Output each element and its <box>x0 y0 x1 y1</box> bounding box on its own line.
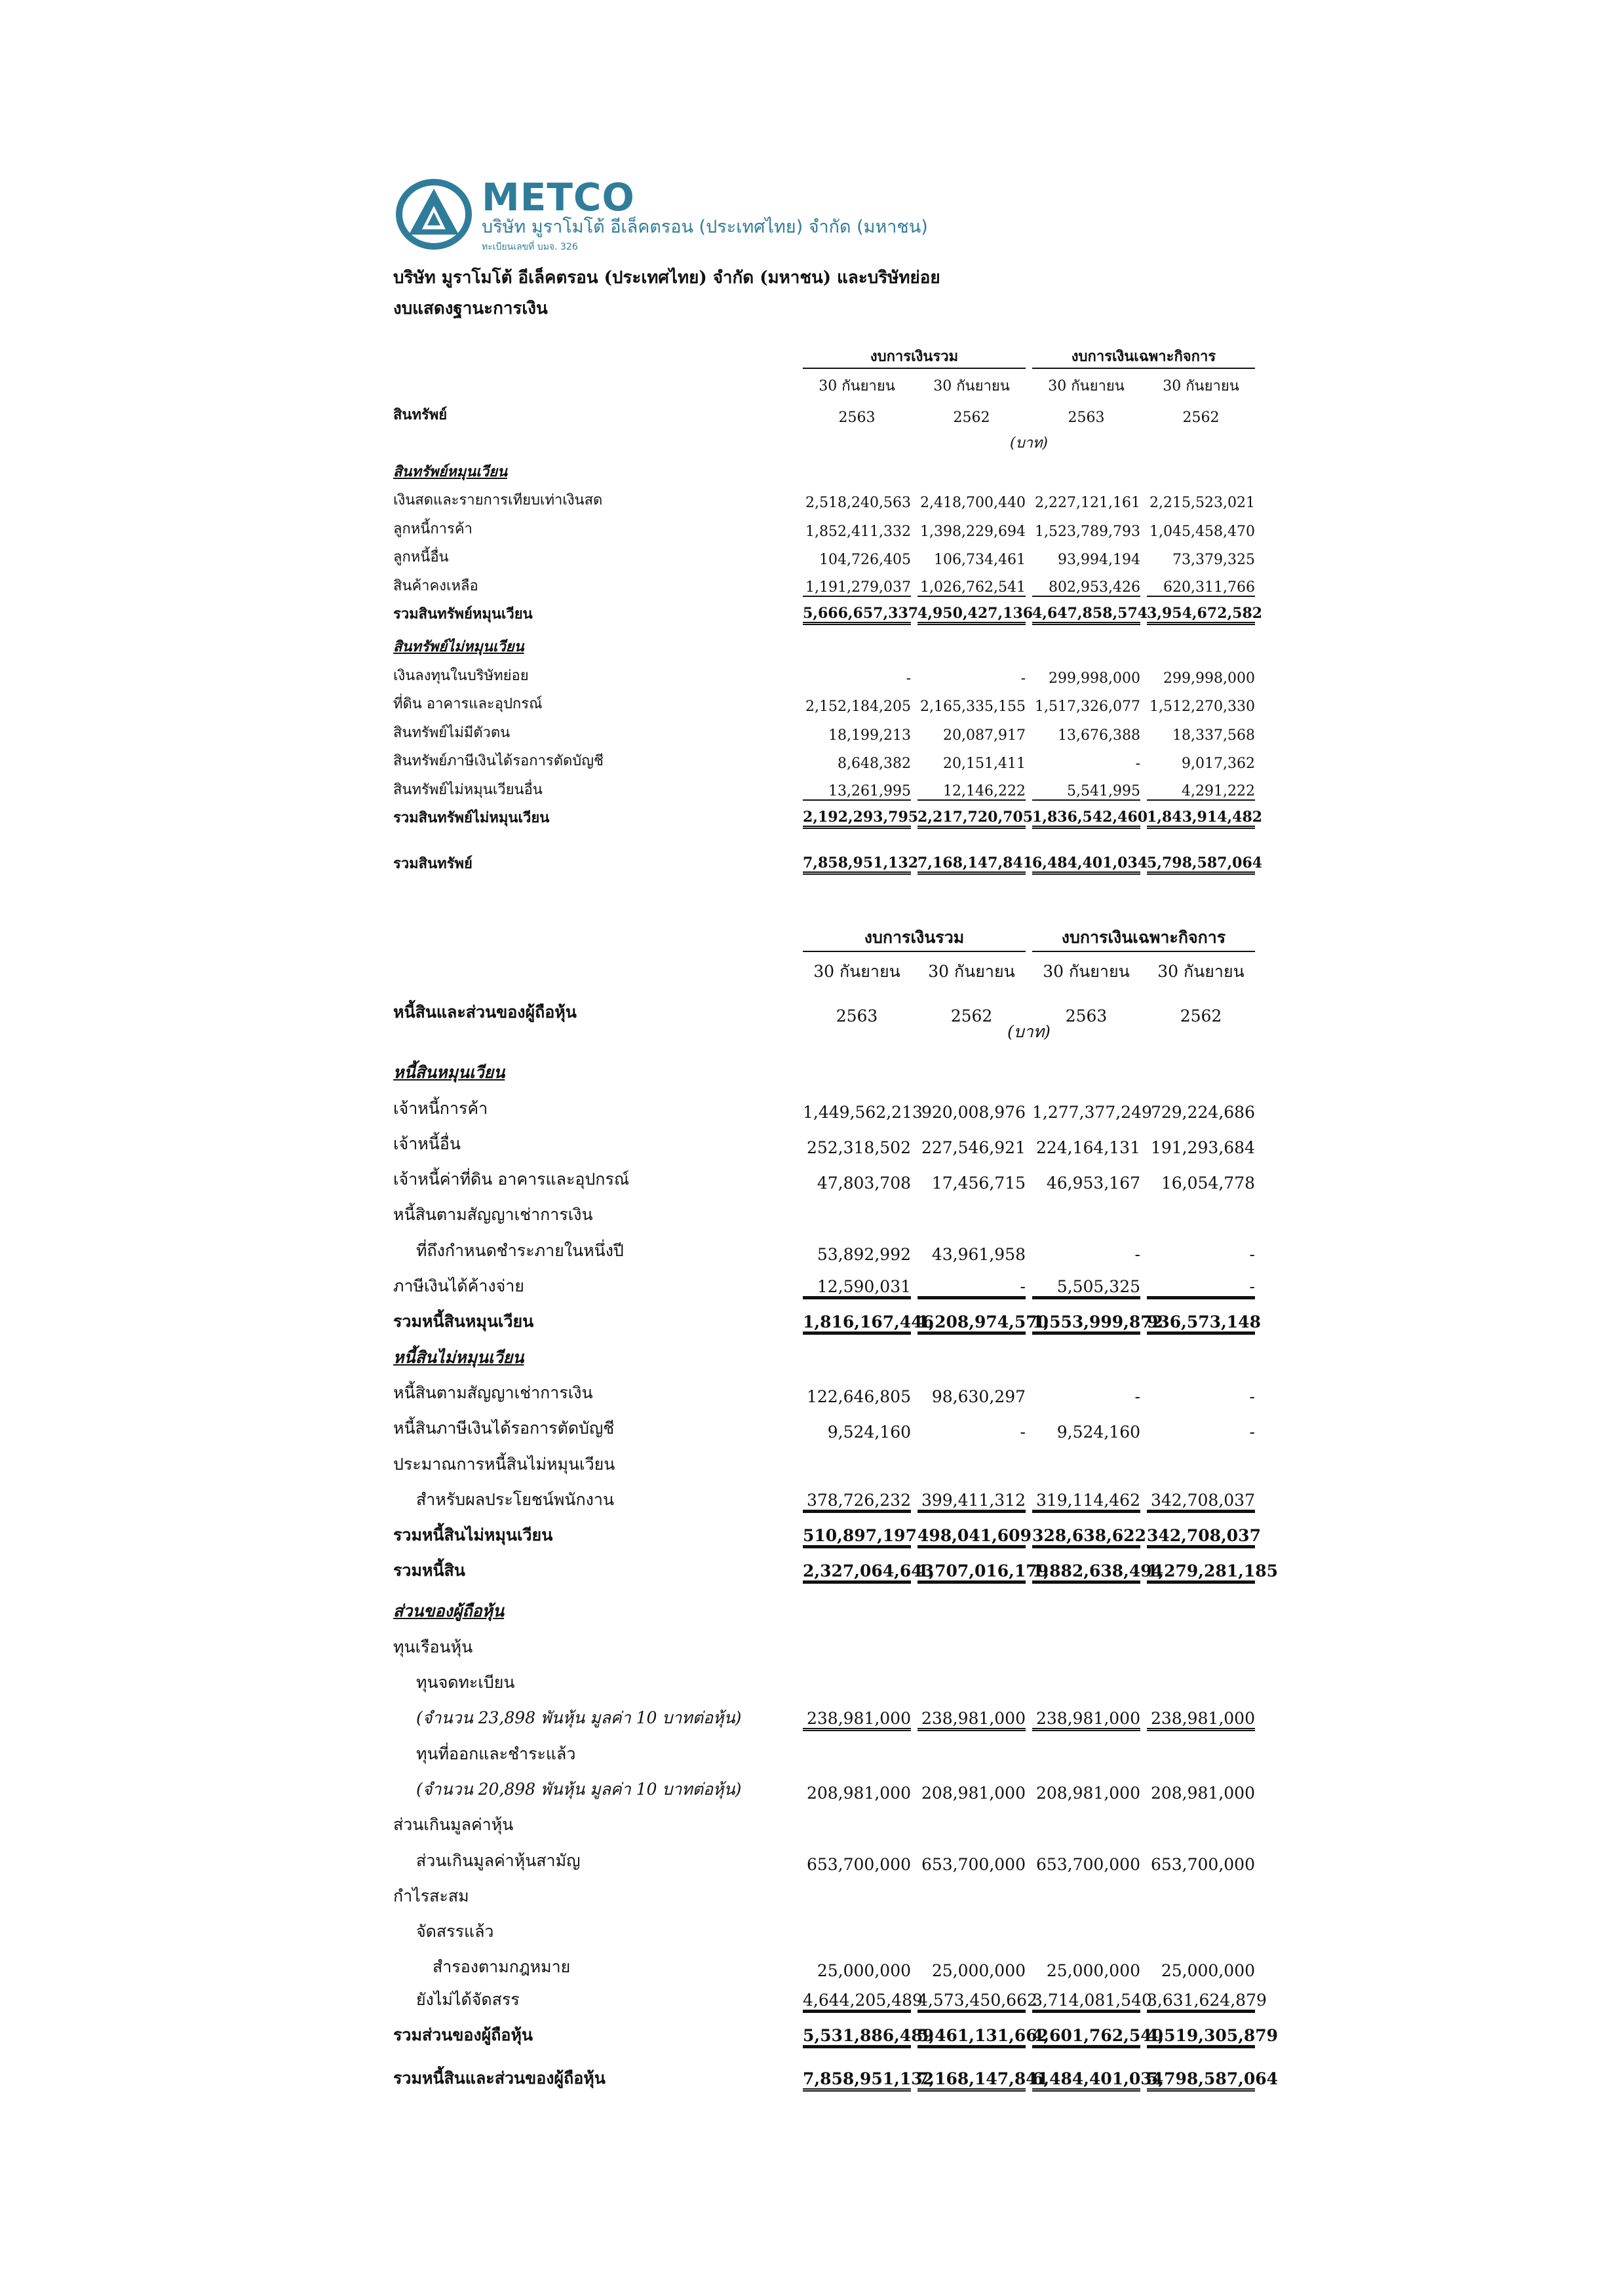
cell: 1,449,562,213 <box>803 1102 923 1122</box>
date-header: 30 กันยายน <box>1048 378 1125 394</box>
row-label: หนี้สินตามสัญญาเช่าการเงิน <box>393 1383 593 1402</box>
consolidated-header: งบการเงินรวม <box>803 925 1026 952</box>
cell: 47,803,708 <box>817 1174 911 1193</box>
cell: 1,045,458,470 <box>1149 523 1255 540</box>
cell: 122,646,805 <box>806 1387 911 1406</box>
cell: 25,000,000 <box>931 1961 1026 1981</box>
table-row <box>393 1700 1265 1735</box>
table-row <box>393 1196 1265 1232</box>
cell: 43,961,958 <box>931 1244 1026 1264</box>
header-group-row <box>393 344 1265 373</box>
row-label: (จำนวน 23,898 พันหุ้น มูลค่า 10 บาทต่อหุ้น) <box>416 1708 742 1728</box>
section-title-row <box>393 1049 1265 1090</box>
row-label: สินทรัพย์ภาษีเงินได้รอการตัดบัญชี <box>393 753 604 769</box>
cell: 106,734,461 <box>934 552 1026 568</box>
cell: 104,726,405 <box>819 552 911 568</box>
cell: 1,843,914,482 <box>1147 809 1255 829</box>
year-header: 2563 <box>838 409 876 426</box>
cell: 653,700,000 <box>921 1854 1026 1874</box>
cell: 25,000,000 <box>817 1961 911 1981</box>
assets-table <box>393 344 1265 879</box>
header-date-row <box>393 373 1265 402</box>
section-title-row <box>393 1588 1265 1628</box>
table-row <box>393 1842 1265 1877</box>
cell: 7,858,951,132 <box>803 854 911 875</box>
cell: 252,318,502 <box>806 1138 911 1157</box>
cell: 53,892,992 <box>817 1244 911 1264</box>
liabilities-title: หนี้สินและส่วนของผู้ถือหุ้น <box>393 1003 577 1022</box>
date-header: 30 กันยายน <box>1157 962 1245 982</box>
cell: - <box>1249 1387 1255 1406</box>
company-title: บริษัท มูราโมโต้ อีเล็คตรอน (ประเทศไทย) จำกัด (มหาชน) และบริษัทย่อย <box>393 268 940 288</box>
cell: 9,524,160 <box>1056 1423 1140 1442</box>
cell: 2,418,700,440 <box>920 495 1026 511</box>
year-header: 2563 <box>1065 1006 1108 1026</box>
cell: 208,981,000 <box>1150 1783 1255 1803</box>
logo-registration: ทะเบียนเลขที่ บมจ. 326 <box>482 242 578 252</box>
cell: 208,981,000 <box>806 1783 911 1803</box>
cell: - <box>1020 1423 1026 1442</box>
row-label: รวมสินทรัพย์ <box>393 855 473 872</box>
current-assets-title: สินทรัพย์หมุนเวียน <box>393 463 508 480</box>
row-label: รวมส่วนของผู้ถือหุ้น <box>393 2025 533 2045</box>
table-row <box>393 1161 1265 1196</box>
row-label: จัดสรรแล้ว <box>416 1922 494 1942</box>
cell: 4,601,762,540 <box>1032 2026 1140 2048</box>
total-row <box>393 1552 1279 1588</box>
cell: 1,707,016,179 <box>917 1561 1026 1584</box>
cell: 1,398,229,694 <box>920 523 1026 540</box>
row-label: สินค้าคงเหลือ <box>393 577 478 594</box>
row-label: รวมหนี้สิน <box>393 1561 465 1580</box>
row-label: รวมหนี้สินไม่หมุนเวียน <box>393 1525 553 1545</box>
cell: 1,517,326,077 <box>1035 698 1140 715</box>
cell: 8,648,382 <box>838 756 911 772</box>
unit-label: (บาท) <box>1010 435 1048 451</box>
row-label: ยังไม่ได้จัดสรร <box>416 1990 520 2010</box>
consolidated-header: งบการเงินรวม <box>803 345 1026 369</box>
cell: 238,981,000 <box>1147 1709 1255 1731</box>
cell: 1,026,762,541 <box>917 579 1026 597</box>
cell: 4,573,450,662 <box>917 1991 1026 2013</box>
table-row <box>393 662 1265 691</box>
section-title-row <box>393 629 1265 662</box>
row-label: สินทรัพย์ไม่หมุนเวียนอื่น <box>393 781 543 798</box>
total-row <box>393 805 1265 833</box>
cell: 2,227,121,161 <box>1035 495 1140 511</box>
current-liabilities-title: หนี้สินหมุนเวียน <box>393 1063 505 1082</box>
cell: 1,852,411,332 <box>805 523 911 540</box>
cell: 1,836,542,460 <box>1032 809 1140 829</box>
cell: 13,676,388 <box>1058 727 1140 744</box>
total-row <box>393 601 1265 630</box>
table-row <box>393 1232 1265 1267</box>
year-header: 2563 <box>836 1006 878 1026</box>
row-label: รวมหนี้สินหมุนเวียน <box>393 1312 534 1331</box>
cell: 342,708,037 <box>1147 1526 1255 1548</box>
cell: 653,700,000 <box>1150 1854 1255 1874</box>
total-row <box>393 1517 1265 1552</box>
cell: 328,638,622 <box>1032 1526 1140 1548</box>
cell: - <box>917 1277 1026 1299</box>
year-header: 2562 <box>953 409 990 426</box>
cell: 2,217,720,705 <box>917 809 1026 829</box>
table-row <box>393 776 1265 805</box>
cell: 17,456,715 <box>931 1174 1026 1193</box>
cell: 16,054,778 <box>1161 1174 1255 1193</box>
cell: 227,546,921 <box>921 1138 1026 1157</box>
cell: 342,708,037 <box>1147 1491 1255 1513</box>
row-label: (จำนวน 20,898 พันหุ้น มูลค่า 10 บาทต่อหุ้น) <box>416 1779 742 1799</box>
cell: 1,553,999,872 <box>1032 1312 1140 1335</box>
cell: 208,981,000 <box>1035 1783 1140 1803</box>
cell: 729,224,686 <box>1150 1102 1255 1122</box>
row-label: สินทรัพย์ไม่มีตัวตน <box>393 724 511 741</box>
year-header: 2562 <box>950 1006 993 1026</box>
year-header: 2562 <box>1180 1006 1222 1026</box>
cell: - <box>906 670 911 687</box>
cell: - <box>1134 1387 1140 1406</box>
unit-row <box>393 430 1265 459</box>
cell: 6,484,401,034 <box>1032 2069 1140 2092</box>
row-label: เจ้าหนี้การค้า <box>393 1098 488 1118</box>
cell: 4,647,858,574 <box>1032 605 1140 625</box>
table-row <box>393 748 1265 776</box>
row-label: สำรองตามกฎหมาย <box>433 1957 571 1977</box>
cell: 5,666,657,337 <box>803 605 911 625</box>
grand-total-row <box>393 833 1265 879</box>
cell: 2,327,064,643 <box>803 1561 911 1584</box>
table-row <box>393 1375 1265 1410</box>
cell: 299,998,000 <box>1163 670 1255 687</box>
table-row <box>393 1482 1265 1517</box>
row-label: กำไรสะสม <box>393 1886 469 1905</box>
table-row <box>393 1664 1265 1700</box>
row-label: เจ้าหนี้อื่น <box>393 1134 461 1153</box>
cell: 5,798,587,064 <box>1147 854 1255 875</box>
cell: 93,994,194 <box>1058 552 1140 568</box>
cell: - <box>1249 1423 1255 1442</box>
cell: 5,461,131,662 <box>917 2026 1026 2048</box>
total-row <box>393 2017 1279 2052</box>
cell: 1,277,377,249 <box>1032 1102 1152 1122</box>
row-label: ประมาณการหนี้สินไม่หมุนเวียน <box>393 1454 615 1474</box>
row-label: หนี้สินตามสัญญาเช่าการเงิน <box>393 1205 593 1225</box>
table-row <box>393 487 1265 516</box>
cell: 5,541,995 <box>1032 783 1140 801</box>
cell: 25,000,000 <box>1046 1961 1140 1981</box>
cell: 4,950,427,136 <box>917 605 1026 625</box>
cell: 653,700,000 <box>806 1854 911 1874</box>
cell: 5,531,886,489 <box>803 2026 911 2048</box>
cell: 2,192,293,795 <box>803 809 911 829</box>
cell: 1,512,270,330 <box>1149 698 1255 715</box>
cell: 1,208,974,570 <box>917 1312 1026 1335</box>
noncurrent-assets-title: สินทรัพย์ไม่หมุนเวียน <box>393 638 524 655</box>
cell: 238,981,000 <box>803 1709 911 1731</box>
cell: 3,954,672,582 <box>1147 605 1255 625</box>
cell: 1,191,279,037 <box>803 579 911 597</box>
table-row <box>393 1445 1265 1481</box>
cell: 5,798,587,064 <box>1147 2069 1255 2092</box>
table-row <box>393 1771 1265 1807</box>
cell: 4,644,205,489 <box>803 1991 911 2013</box>
logo-thai-name: บริษัท มูราโมโต้ อีเล็คตรอน (ประเทศไทย) จำกัด (มหาชน) <box>482 217 928 237</box>
row-label: รวมสินทรัพย์หมุนเวียน <box>393 605 533 622</box>
cell: 4,519,305,879 <box>1147 2026 1255 2048</box>
row-label: เงินลงทุนในบริษัทย่อย <box>393 667 529 684</box>
table-row <box>393 1126 1265 1161</box>
cell: 25,000,000 <box>1161 1961 1255 1981</box>
table-row <box>393 1878 1265 1913</box>
cell: 20,087,917 <box>943 727 1026 744</box>
cell: 224,164,131 <box>1035 1138 1140 1157</box>
cell: 2,165,335,155 <box>920 698 1026 715</box>
date-header: 30 กันยายน <box>1163 378 1239 394</box>
separate-header: งบการเงินเฉพาะกิจการ <box>1032 925 1255 952</box>
assets-title: สินทรัพย์ <box>393 406 448 423</box>
table-row <box>393 719 1265 748</box>
cell: 299,998,000 <box>1049 670 1140 687</box>
logo-name: METCO <box>482 175 635 220</box>
table-row <box>393 515 1265 544</box>
cell: 20,151,411 <box>943 756 1026 772</box>
cell: 1,882,638,494 <box>1032 1561 1140 1584</box>
date-header: 30 กันยายน <box>933 378 1010 394</box>
cell: - <box>1249 1244 1255 1264</box>
row-label: รวมหนี้สินและส่วนของผู้ถือหุ้น <box>393 2069 606 2088</box>
row-label: รวมสินทรัพย์ไม่หมุนเวียน <box>393 809 550 826</box>
cell: 7,168,147,841 <box>917 854 1026 875</box>
cell: 498,041,609 <box>917 1526 1026 1548</box>
table-row <box>393 544 1265 573</box>
cell: 238,981,000 <box>917 1709 1026 1731</box>
cell: 208,981,000 <box>921 1783 1026 1803</box>
equity-title: ส่วนของผู้ถือหุ้น <box>393 1601 505 1621</box>
section-title-row <box>393 1339 1265 1374</box>
row-label: ทุนที่ออกและชำระแล้ว <box>416 1744 576 1763</box>
cell: 2,215,523,021 <box>1149 495 1255 511</box>
cell: 1,523,789,793 <box>1035 523 1140 540</box>
grand-total-row <box>393 2052 1279 2095</box>
cell: 12,146,222 <box>917 783 1026 801</box>
cell: 1,279,281,185 <box>1147 1561 1255 1584</box>
statement-title: งบแสดงฐานะการเงิน <box>393 299 548 318</box>
cell: 73,379,325 <box>1172 552 1255 568</box>
cell: 936,573,148 <box>1147 1312 1255 1335</box>
row-label: ทุนจดทะเบียน <box>416 1673 515 1693</box>
table-row <box>393 1410 1265 1445</box>
total-row <box>393 1303 1265 1339</box>
cell: 12,590,031 <box>803 1277 911 1299</box>
cell: 5,505,325 <box>1032 1277 1140 1299</box>
row-label: ที่ดิน อาคารและอุปกรณ์ <box>393 696 543 712</box>
cell: - <box>1134 1244 1140 1264</box>
date-header: 30 กันยายน <box>819 378 895 394</box>
cell: 378,726,232 <box>803 1491 911 1513</box>
cell: 7,858,951,132 <box>803 2069 911 2092</box>
company-logo <box>393 175 928 261</box>
cell: 920,008,976 <box>921 1102 1026 1122</box>
header-date-row <box>393 956 1265 989</box>
cell: 9,017,362 <box>1182 756 1255 772</box>
cell: 4,291,222 <box>1147 783 1255 801</box>
date-header: 30 กันยายน <box>813 962 900 982</box>
cell: 510,897,197 <box>803 1526 911 1548</box>
table-row <box>393 1913 1265 1949</box>
cell: - <box>1020 670 1026 687</box>
cell: 653,700,000 <box>1035 1854 1140 1874</box>
cell: 802,953,426 <box>1032 579 1140 597</box>
table-row <box>393 1090 1265 1125</box>
row-label: ส่วนเกินมูลค่าหุ้นสามัญ <box>416 1850 581 1870</box>
cell: 18,337,568 <box>1172 727 1255 744</box>
table-row <box>393 1949 1265 1984</box>
cell: 7,168,147,841 <box>917 2069 1026 2092</box>
date-header: 30 กันยายน <box>1043 962 1130 982</box>
date-header: 30 กันยายน <box>928 962 1015 982</box>
row-label: ภาษีเงินได้ค้างจ่าย <box>393 1276 524 1296</box>
row-label: ลูกหนี้อื่น <box>393 549 449 565</box>
cell: 191,293,684 <box>1150 1138 1255 1157</box>
cell: 399,411,312 <box>917 1491 1026 1513</box>
year-header: 2563 <box>1068 409 1105 426</box>
row-label: ส่วนเกินมูลค่าหุ้น <box>393 1815 514 1835</box>
row-label: เจ้าหนี้ค่าที่ดิน อาคารและอุปกรณ์ <box>393 1170 630 1189</box>
table-row <box>393 1628 1265 1664</box>
cell: 13,261,995 <box>803 783 911 801</box>
cell: - <box>1147 1277 1255 1299</box>
unit-label: (บาท) <box>1007 1022 1051 1042</box>
table-row <box>393 1807 1265 1842</box>
table-row <box>393 1735 1265 1770</box>
cell: 3,714,081,540 <box>1032 1991 1140 2013</box>
cell: 46,953,167 <box>1046 1174 1140 1193</box>
row-label: ที่ถึงกำหนดชำระภายในหนึ่งปี <box>416 1240 624 1260</box>
cell: 238,981,000 <box>1032 1709 1140 1731</box>
liabilities-equity-table <box>393 921 1279 2095</box>
row-label: เงินสดและรายการเทียบเท่าเงินสด <box>393 492 603 508</box>
row-label: สำหรับผลประโยชน์พนักงาน <box>416 1489 614 1509</box>
row-label: ทุนเรือนหุ้น <box>393 1637 473 1656</box>
cell: 3,631,624,879 <box>1147 1991 1255 2013</box>
section-title-row <box>393 458 1265 487</box>
table-row <box>393 1984 1265 2017</box>
cell: - <box>1135 756 1140 772</box>
table-row <box>393 572 1265 601</box>
cell: 18,199,213 <box>828 727 911 744</box>
cell: 319,114,462 <box>1032 1491 1140 1513</box>
cell: 1,816,167,446 <box>803 1312 911 1335</box>
header-group-row <box>393 921 1265 956</box>
year-header: 2562 <box>1182 409 1220 426</box>
cell: 98,630,297 <box>931 1387 1026 1406</box>
header-year-row <box>393 401 1265 430</box>
separate-header: งบการเงินเฉพาะกิจการ <box>1032 345 1255 369</box>
cell: 2,152,184,205 <box>805 698 911 715</box>
row-label: หนี้สินภาษีเงินได้รอการตัดบัญชี <box>393 1419 615 1438</box>
noncurrent-liabilities-title: หนี้สินไม่หมุนเวียน <box>393 1347 524 1367</box>
table-row <box>393 691 1265 719</box>
metco-logo-icon <box>393 176 477 253</box>
row-label: ลูกหนี้การค้า <box>393 520 473 537</box>
cell: 620,311,766 <box>1147 579 1255 597</box>
cell: 9,524,160 <box>827 1423 911 1442</box>
cell: 2,518,240,563 <box>805 495 911 511</box>
table-row <box>393 1268 1265 1303</box>
cell: 6,484,401,034 <box>1032 854 1140 875</box>
unit-row <box>393 1022 1265 1049</box>
